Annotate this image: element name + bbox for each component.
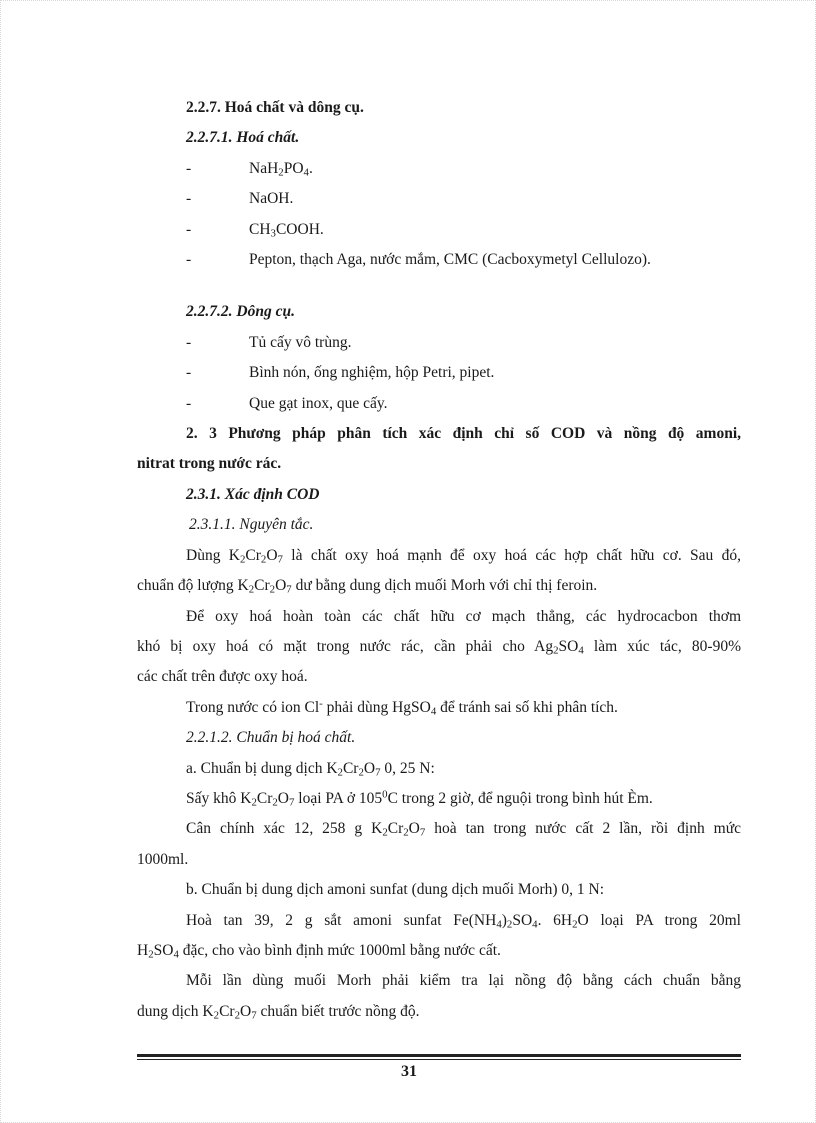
tool-item	[137, 328, 741, 358]
paragraph-check-line2: dung dịch $K_2Cr_2O_7$ chuẩn biết trước nồng độ.	[137, 1002, 420, 1022]
paragraph-chloride: Trong nước có ion Cl- phải dùng HgSO$_4$ để tránh sai số khi phân tích.	[186, 697, 618, 718]
page-content	[137, 93, 741, 1027]
tool-label: Tủ cấy vô trùng.	[249, 333, 352, 351]
chemical-ch3cooh: $CH_3COOH$.	[249, 220, 324, 240]
chemical-naoh: NaOH.	[249, 190, 294, 208]
paragraph-check-line1: Mỗi lần dùng muối Morh phải kiểm tra lại nồng độ bằng cách chuẩn bằng	[186, 972, 741, 990]
footer-double-rule	[137, 1054, 741, 1060]
paragraph-prep-b: b. Chuẩn bị dung dịch amoni sunfat (dung dịch muối Morh) 0, 1 N:	[186, 881, 605, 899]
heading-2-3-line2: nitrat trong nước rác.	[137, 455, 282, 473]
bullet-dash: -	[186, 220, 192, 238]
tool-label: Bình nón, ống nghiệm, hộp Petri, pipet.	[249, 364, 495, 382]
heading-2-3-1-1: 2.3.1.1. Nguyên tắc.	[189, 516, 314, 534]
tool-item	[137, 358, 741, 388]
heading-2-2-1-2: 2.2.1.2. Chuẩn bị hoá chất.	[186, 729, 356, 747]
bullet-dash: -	[186, 159, 192, 177]
paragraph-principle-line1: Dùng $K_2Cr_2O_7$ là chất oxy hoá mạnh để oxy hoá các hợp chất hữu cơ. Sau đó,	[186, 546, 741, 566]
page-number: 31	[401, 1063, 417, 1080]
chemical-item	[137, 184, 741, 214]
chemical-item	[137, 245, 741, 275]
paragraph-prep-a-dry: Sấy khô $K_2Cr_2O_7$ loại PA ở $105^0C$ trong 2 giờ, để nguội trong bình hút Èm.	[186, 788, 653, 809]
heading-2-2-7-2: 2.2.7.2. Dông cụ.	[186, 303, 295, 321]
paragraph-prep-a-weigh-line2: 1000ml.	[137, 850, 189, 868]
bullet-dash: -	[186, 251, 192, 269]
chemical-nah2po4: $NaH_2PO_4$.	[249, 159, 313, 179]
bullet-dash: -	[186, 190, 192, 208]
bullet-dash: -	[186, 364, 192, 382]
bullet-dash: -	[186, 333, 192, 351]
heading-2-3-line1: 2. 3 Phương pháp phân tích xác định chỉ số COD và nồng độ amoni,	[186, 425, 741, 443]
chemical-pepton: Pepton, thạch Aga, nước mắm, CMC (Cacboxymetyl Cellulozo).	[249, 251, 651, 269]
heading-2-2-7-1: 2.2.7.1. Hoá chất.	[186, 129, 300, 147]
paragraph-principle-line2: chuẩn độ lượng $K_2Cr_2O_7$ dư bằng dung dịch muối Morh với chỉ thị feroin.	[137, 577, 598, 596]
spacer	[137, 275, 741, 297]
chemical-item	[137, 215, 741, 245]
heading-2-2-7: 2.2.7. Hoá chất và dông cụ.	[186, 99, 364, 116]
tool-item	[137, 389, 741, 419]
paragraph-prep-b-dissolve-line1: Hoà tan 39, 2 g sắt amoni sunfat $Fe(NH_4)_2SO_4$. $6H_2O$ loại PA trong 20ml	[186, 911, 741, 931]
heading-2-3-1: 2.3.1. Xác định COD	[186, 485, 320, 503]
paragraph-oxidation-line3: các chất trên được oxy hoá.	[137, 668, 308, 686]
tool-label: Que gạt inox, que cấy.	[249, 394, 388, 412]
chemical-item	[137, 154, 741, 184]
paragraph-prep-a: a. Chuẩn bị dung dịch $K_2Cr_2O_7$ 0, 25 N:	[186, 759, 435, 779]
paragraph-prep-a-weigh-line1: Cân chính xác 12, 258 g $K_2Cr_2O_7$ hoà tan trong nước cất 2 lần, rồi định mức	[186, 820, 741, 840]
paragraph-oxidation-line1: Để oxy hoá hoàn toàn các chất hữu cơ mạch thẳng, các hydrocacbon thơm	[186, 607, 741, 625]
paragraph-prep-b-dissolve-line2: $H_2SO_4$ đặc, cho vào bình định mức 1000ml bằng nước cất.	[137, 941, 501, 961]
paragraph-oxidation-line2: khó bị oxy hoá có mặt trong nước rác, cần phải cho $Ag_2SO_4$ làm xúc tác, 80-90%	[137, 637, 742, 657]
bullet-dash: -	[186, 394, 192, 412]
